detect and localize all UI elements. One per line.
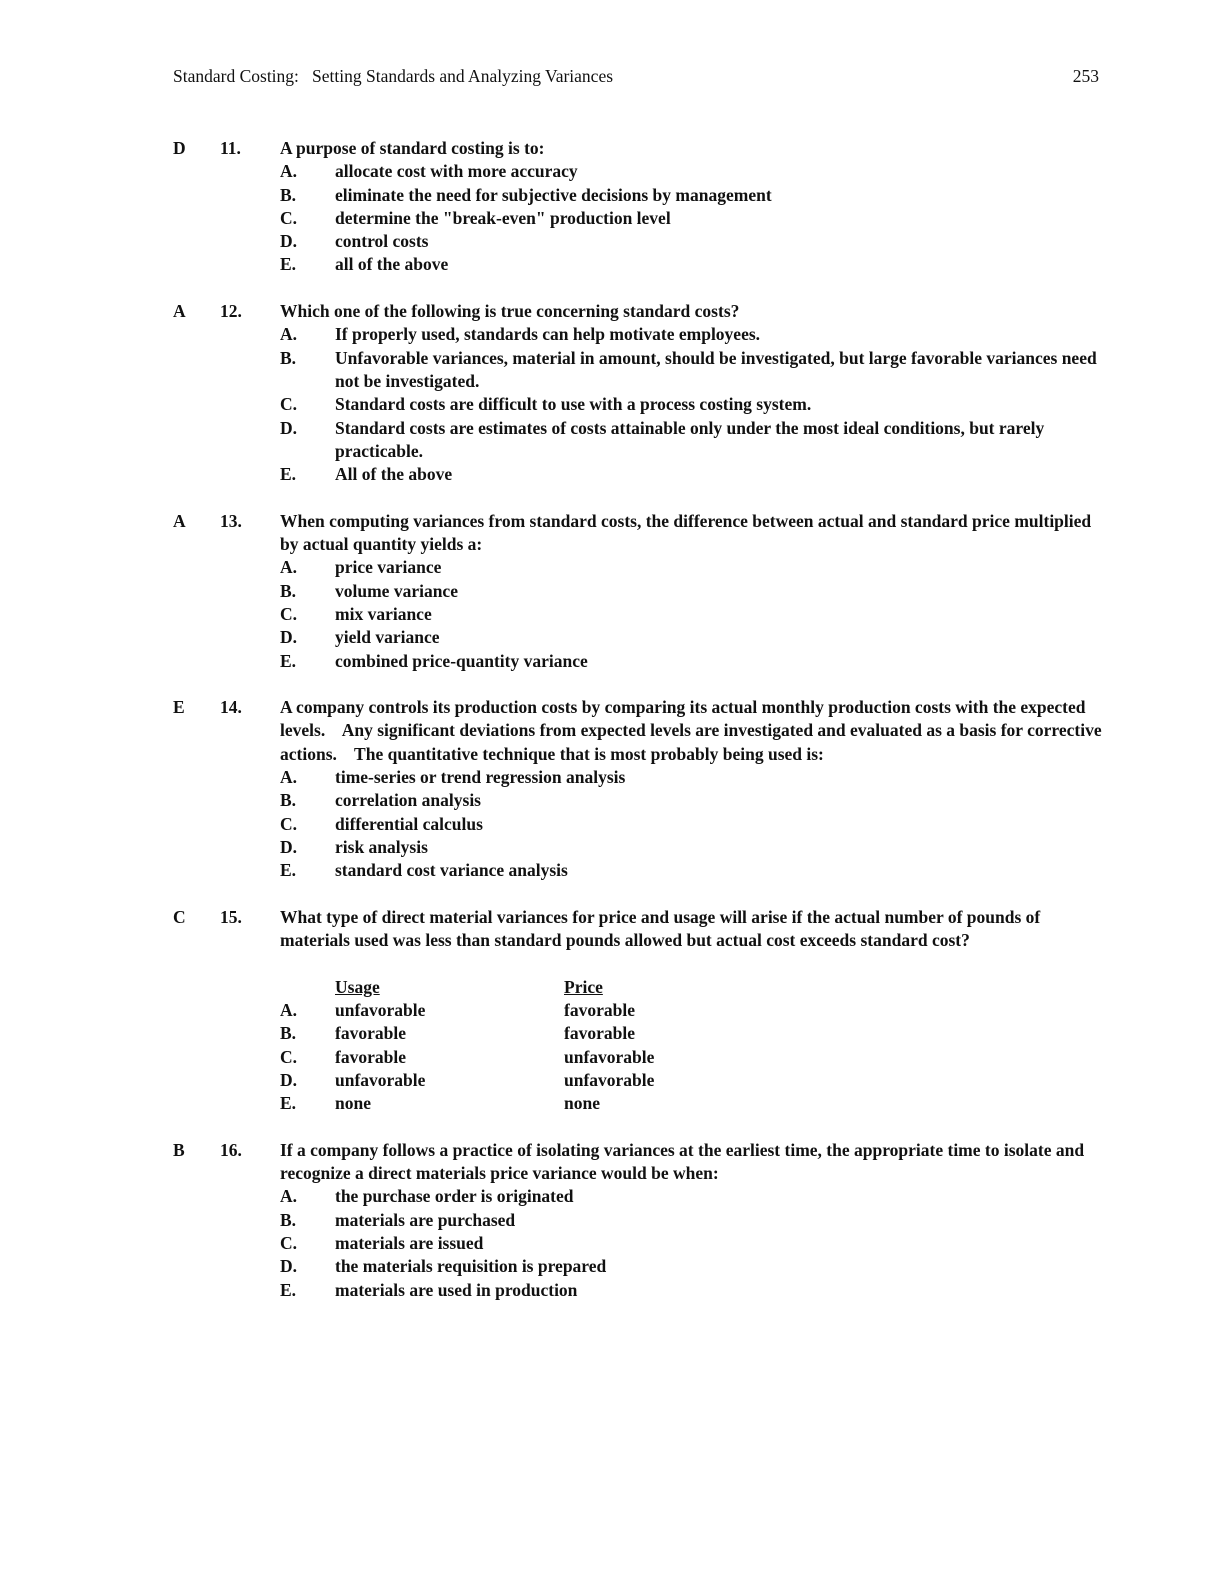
option-e <box>280 1279 1103 1302</box>
option-a <box>280 1185 1103 1208</box>
option-letter: A. <box>280 767 298 788</box>
option-c <box>280 207 1103 230</box>
option-a <box>280 556 1103 579</box>
option-letter: D. <box>280 417 298 438</box>
option-c <box>280 1046 1103 1069</box>
option-letter: B. <box>280 790 297 811</box>
option-b <box>280 1022 1103 1045</box>
price-value: unfavorable <box>564 1046 655 1067</box>
option-letter: C. <box>280 1046 298 1067</box>
option-text: All of the above <box>335 464 453 485</box>
option-letter: E. <box>280 650 297 671</box>
option-text: materials are purchased <box>335 1209 516 1230</box>
option-text: price variance <box>335 557 442 578</box>
option-letter: B. <box>280 184 297 205</box>
page-number: 253 <box>1072 66 1099 86</box>
option-text: the purchase order is originated <box>335 1186 574 1207</box>
option-letter: C. <box>280 1232 298 1253</box>
option-d <box>280 1255 1103 1278</box>
option-text: time-series or trend regression analysis <box>335 767 626 788</box>
option-text: the materials requisition is prepared <box>335 1256 607 1277</box>
option-letter: E. <box>280 1279 297 1300</box>
option-text: control costs <box>335 231 429 252</box>
answer-key: A <box>173 301 186 322</box>
question-number: 12. <box>220 301 242 322</box>
answer-key: E <box>173 697 185 718</box>
answer-key: A <box>173 510 186 531</box>
option-letter: C. <box>280 394 298 415</box>
price-value: favorable <box>564 999 635 1020</box>
question-13 <box>173 510 1103 673</box>
option-text: correlation analysis <box>335 790 481 811</box>
usage-value: unfavorable <box>335 1069 426 1090</box>
question-stem: A company controls its production costs by comparing its actual monthly production costs with the expected levels. Any significant deviations from expected levels are investigated and evaluated as a basis for corrective actions. The quantitative technique that is most probably being used is: <box>280 697 1106 764</box>
option-text: Standard costs are difficult to use with a process costing system. <box>335 394 812 415</box>
option-text: standard cost variance analysis <box>335 860 568 881</box>
option-b <box>280 1209 1103 1232</box>
usage-value: unfavorable <box>335 999 426 1020</box>
question-stem: When computing variances from standard costs, the difference between actual and standard price multiplied by actual quantity yields a: <box>280 510 1092 555</box>
option-letter: D. <box>280 1069 298 1090</box>
option-text: materials are issued <box>335 1232 484 1253</box>
option-text: volume variance <box>335 580 458 601</box>
usage-value: favorable <box>335 1046 406 1067</box>
option-text: combined price-quantity variance <box>335 650 588 671</box>
question-15 <box>173 906 1103 1116</box>
option-b <box>280 580 1103 603</box>
option-d <box>280 1069 1103 1092</box>
option-text: yield variance <box>335 627 440 648</box>
option-letter: D. <box>280 836 298 857</box>
option-letter: D. <box>280 627 298 648</box>
option-text: Standard costs are estimates of costs attainable only under the most ideal conditions, but rarely practicable. <box>335 417 1045 461</box>
usage-column-header: Usage <box>335 976 380 997</box>
question-12 <box>173 300 1103 486</box>
option-e <box>280 253 1103 276</box>
question-stem: Which one of the following is true concerning standard costs? <box>280 301 740 322</box>
answer-key: D <box>173 138 186 158</box>
option-e <box>280 859 1103 882</box>
question-number: 15. <box>220 906 242 927</box>
option-text: determine the "break-even" production level <box>335 207 671 228</box>
option-c <box>280 393 1103 416</box>
option-letter: A. <box>280 557 298 578</box>
price-value: none <box>564 1093 600 1114</box>
option-letter: D. <box>280 1256 298 1277</box>
variance-table-header <box>280 976 1103 999</box>
option-letter: A. <box>280 324 298 345</box>
option-letter: A. <box>280 161 298 182</box>
option-text: materials are used in production <box>335 1279 578 1300</box>
option-a <box>280 999 1103 1022</box>
option-b <box>280 347 1103 394</box>
option-b <box>280 184 1103 207</box>
question-stem: A purpose of standard costing is to: <box>280 138 545 158</box>
option-c <box>280 813 1103 836</box>
price-value: favorable <box>564 1023 635 1044</box>
price-value: unfavorable <box>564 1069 655 1090</box>
option-letter: A. <box>280 999 298 1020</box>
option-text: allocate cost with more accuracy <box>335 161 578 182</box>
option-e <box>280 650 1103 673</box>
option-text: eliminate the need for subjective decisions by management <box>335 184 772 205</box>
option-d <box>280 417 1103 464</box>
question-number: 11. <box>220 138 241 158</box>
option-a <box>280 323 1103 346</box>
option-letter: B. <box>280 580 297 601</box>
question-number: 14. <box>220 697 242 718</box>
option-letter: C. <box>280 813 298 834</box>
option-letter: B. <box>280 347 297 368</box>
page-header <box>173 66 1099 88</box>
option-c <box>280 603 1103 626</box>
option-letter: B. <box>280 1209 297 1230</box>
option-letter: E. <box>280 860 297 881</box>
option-text: differential calculus <box>335 813 483 834</box>
option-text: Unfavorable variances, material in amount, should be investigated, but large favorable variances need not be investigated. <box>335 347 1097 391</box>
question-list <box>173 137 1106 1325</box>
question-number: 16. <box>220 1139 242 1160</box>
question-number: 13. <box>220 510 242 531</box>
usage-value: none <box>335 1093 371 1114</box>
option-d <box>280 836 1103 859</box>
option-letter: D. <box>280 231 298 252</box>
option-e <box>280 1092 1103 1115</box>
option-text: mix variance <box>335 603 432 624</box>
option-c <box>280 1232 1103 1255</box>
chapter-title: Standard Costing: Setting Standards and Analyzing Variances <box>173 66 614 86</box>
option-text: If properly used, standards can help motivate employees. <box>335 324 761 345</box>
answer-key: C <box>173 906 186 927</box>
usage-value: favorable <box>335 1023 406 1044</box>
answer-key: B <box>173 1139 185 1160</box>
option-letter: C. <box>280 603 298 624</box>
question-stem: What type of direct material variances for price and usage will arise if the actual number of pounds of materials used was less than standard pounds allowed but actual cost exceeds standard cost? <box>280 906 1041 951</box>
option-letter: E. <box>280 1093 297 1114</box>
question-16 <box>173 1139 1103 1302</box>
option-letter: E. <box>280 464 297 485</box>
option-d <box>280 230 1103 253</box>
question-stem: If a company follows a practice of isolating variances at the earliest time, the appropriate time to isolate and recognize a direct materials price variance would be when: <box>280 1139 1085 1184</box>
option-text: risk analysis <box>335 836 428 857</box>
price-column-header: Price <box>564 976 603 997</box>
option-b <box>280 789 1103 812</box>
option-a <box>280 160 1103 183</box>
option-letter: E. <box>280 254 297 275</box>
option-letter: A. <box>280 1186 298 1207</box>
option-a <box>280 766 1103 789</box>
option-text: all of the above <box>335 254 449 275</box>
option-e <box>280 463 1103 486</box>
option-letter: C. <box>280 207 298 228</box>
question-14 <box>173 696 1106 882</box>
option-d <box>280 626 1103 649</box>
option-letter: B. <box>280 1023 297 1044</box>
question-11 <box>173 137 1103 277</box>
